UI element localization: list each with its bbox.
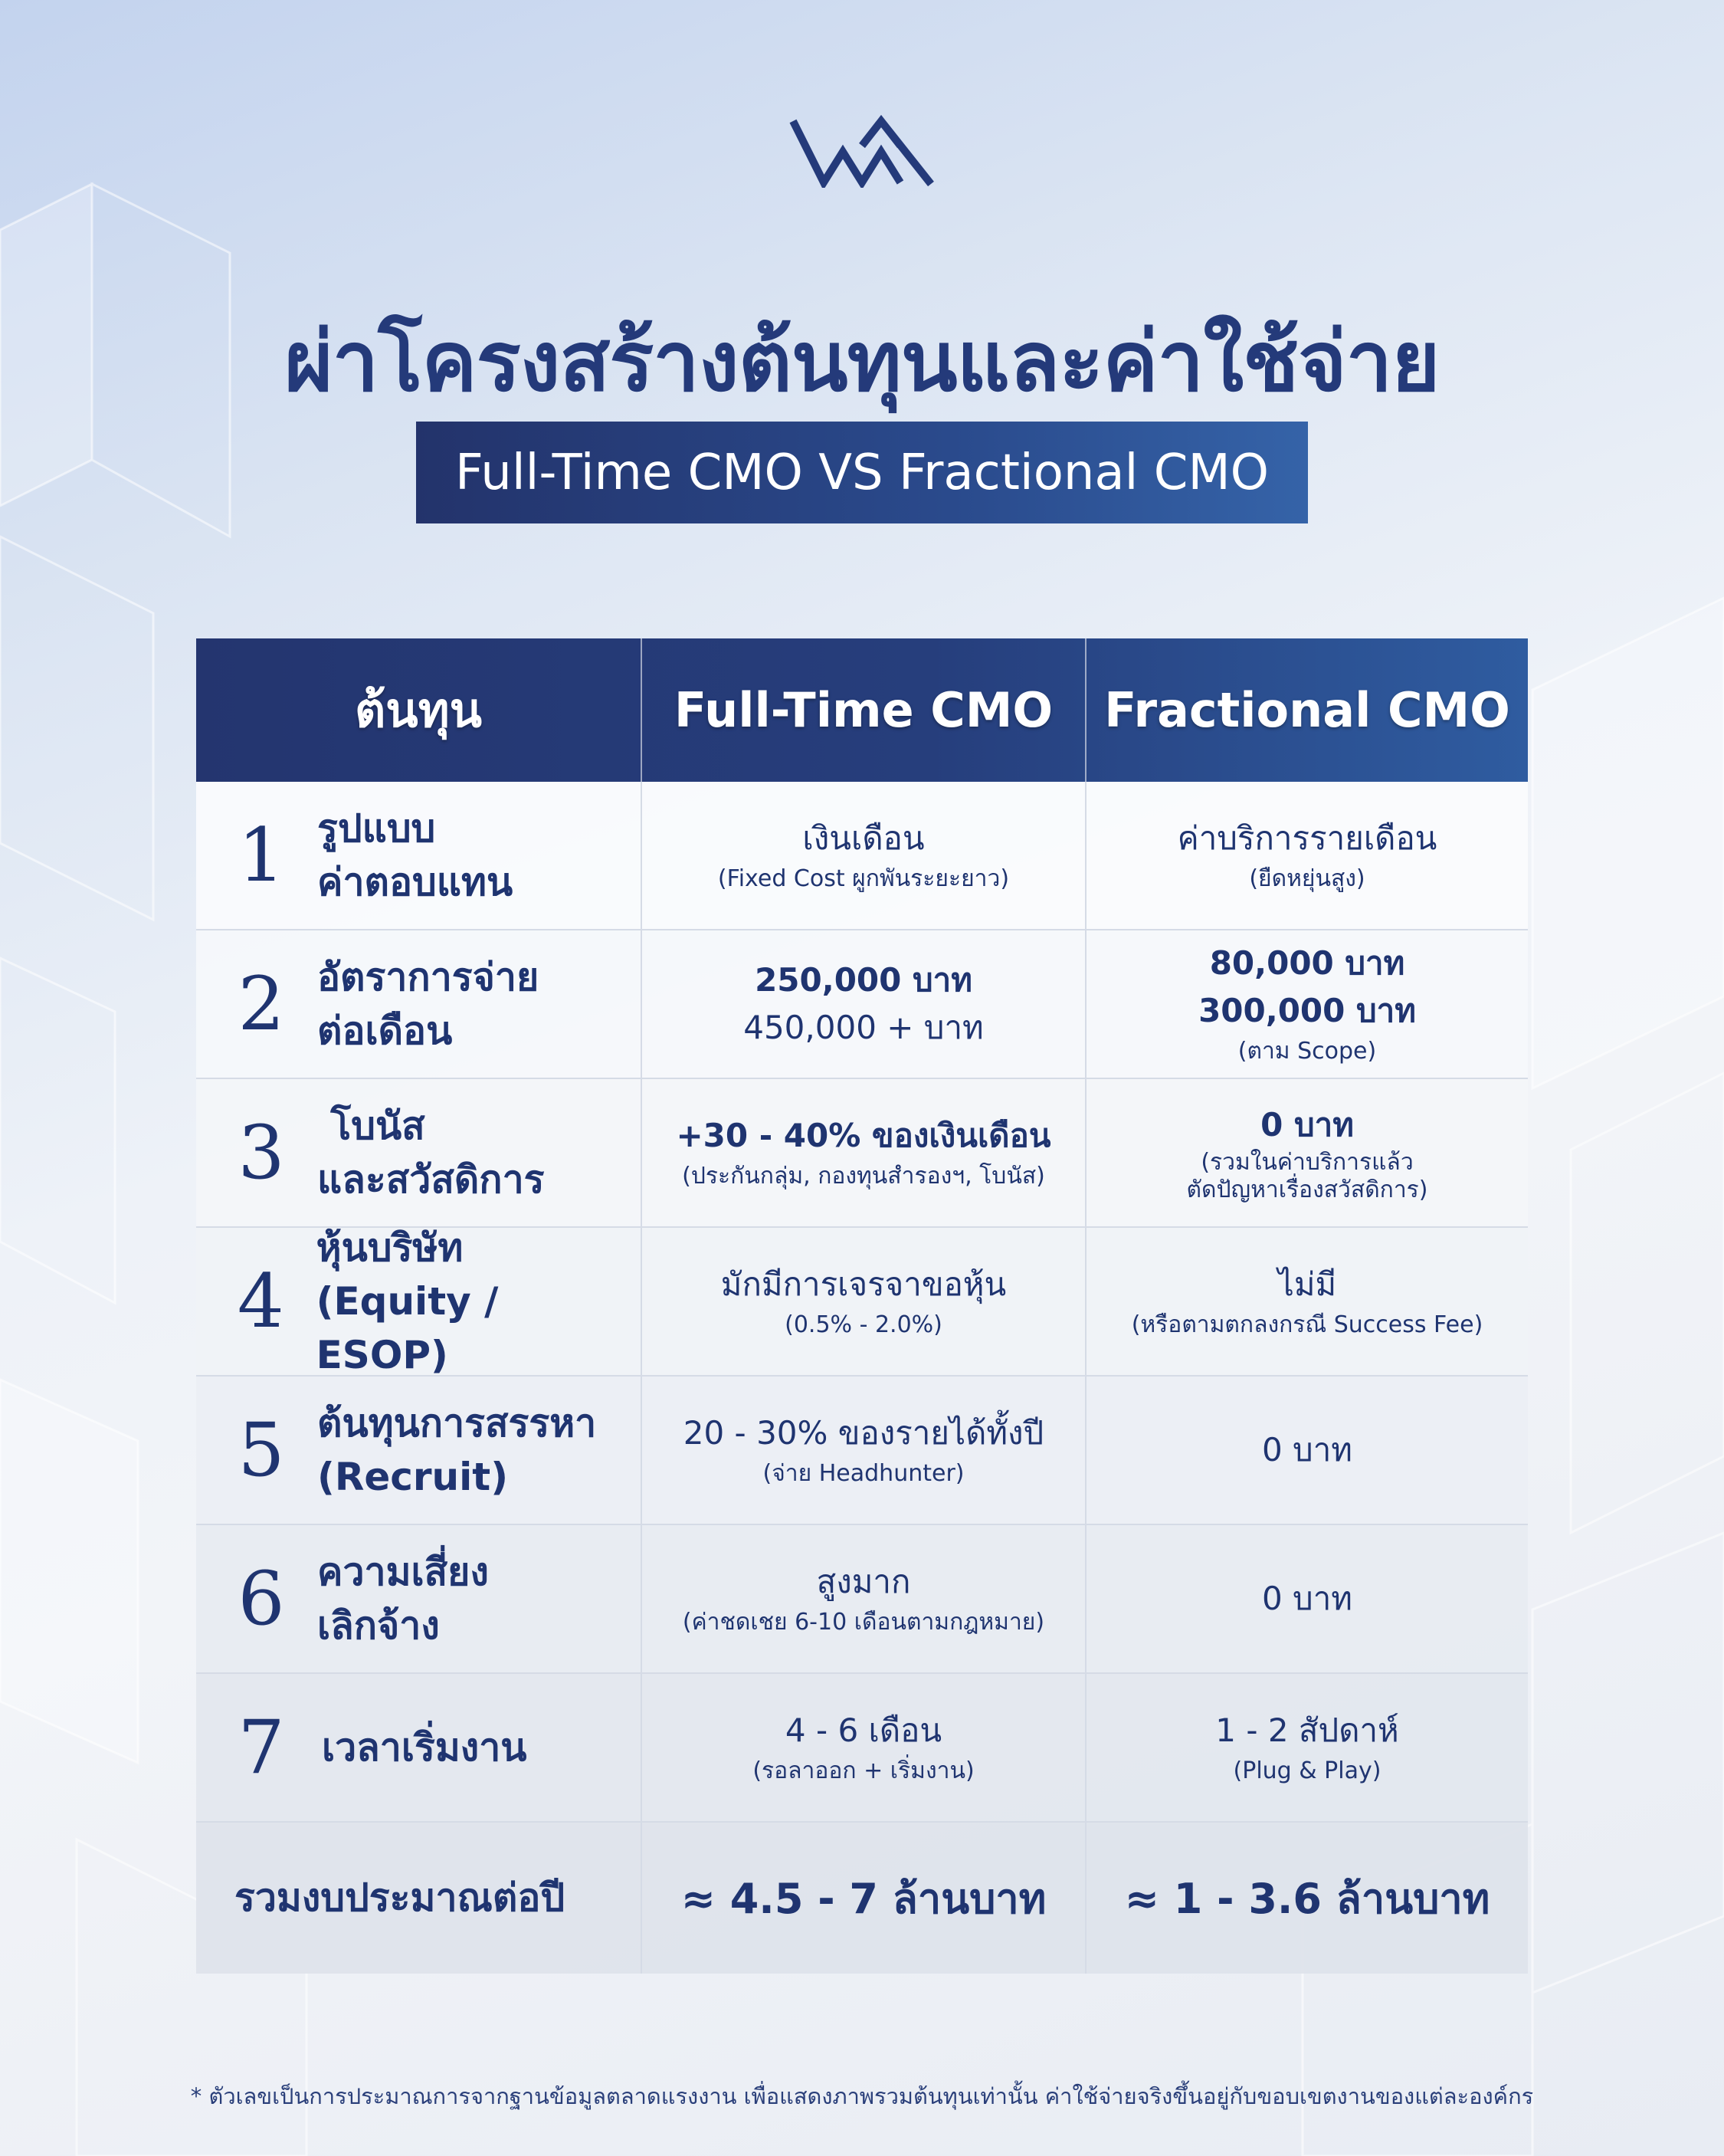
row-label-cell — [196, 1674, 642, 1821]
cell-main: 0 บาท — [1261, 1580, 1352, 1617]
cell-main: 80,000 บาท — [1209, 944, 1405, 982]
row-label: หุ้นบริษัท — [316, 1226, 464, 1270]
table-row — [196, 1377, 1528, 1525]
header-fulltime: Full-Time CMO — [642, 638, 1087, 782]
fulltime-cell — [642, 1228, 1087, 1375]
comparison-table — [196, 638, 1528, 1974]
cell-main: 450,000 + บาท — [743, 1009, 984, 1046]
cell-main: +30 - 40% ของเงินเดือน — [676, 1117, 1051, 1154]
fractional-cell — [1087, 930, 1528, 1078]
cell-main: สูงมาก — [816, 1563, 911, 1600]
row-label: ค่าตอบแทน — [317, 860, 513, 904]
cell-main: 300,000 บาท — [1198, 992, 1416, 1029]
page-title: ผ่าโครงสร้างต้นทุนและค่าใช้จ่าย — [284, 314, 1440, 410]
table-row — [196, 930, 1528, 1079]
fulltime-cell — [642, 1674, 1087, 1821]
row-label: อัตราการจ่าย — [317, 955, 539, 999]
row-number: 2 — [238, 961, 285, 1047]
fulltime-cell — [642, 1377, 1087, 1524]
fractional-cell — [1087, 1228, 1528, 1375]
table-row — [196, 1674, 1528, 1823]
cell-main: ไม่มี — [1277, 1265, 1337, 1303]
row-label: รูปแบบ — [317, 806, 436, 851]
cell-sub: (ยืดหยุ่นสูง) — [1249, 865, 1365, 892]
row-label: ความเสี่ยง — [317, 1550, 489, 1594]
cell-sub: (รวมในค่าบริการแล้ว — [1201, 1149, 1414, 1176]
cell-sub: (หรือตามตกลงกรณี Success Fee) — [1131, 1311, 1483, 1338]
total-fractional-cell — [1087, 1823, 1528, 1974]
row-label-cell — [196, 782, 642, 929]
fulltime-cell — [642, 1525, 1087, 1672]
row-label: เลิกจ้าง — [317, 1603, 440, 1648]
row-label: เวลาเริ่มงาน — [322, 1725, 527, 1770]
cell-sub: (ค่าชดเชย 6-10 เดือนตามกฎหมาย) — [682, 1609, 1045, 1636]
row-label-cell — [196, 1228, 642, 1375]
total-fractional-value: ≈ 1 - 3.6 ล้านบาท — [1124, 1874, 1490, 1923]
row-label-cell — [196, 1525, 642, 1672]
header-cost: ต้นทุน — [196, 638, 642, 782]
cell-main: 0 บาท — [1261, 1431, 1352, 1469]
total-row — [196, 1823, 1528, 1974]
cell-sub: ตัดปัญหาเรื่องสวัสดิการ) — [1186, 1176, 1428, 1203]
cell-sub: (0.5% - 2.0%) — [785, 1311, 942, 1338]
cell-main: ค่าบริการรายเดือน — [1177, 819, 1437, 857]
subtitle-banner — [416, 422, 1308, 523]
row-number: 3 — [238, 1110, 285, 1196]
cell-sub: (Plug & Play) — [1233, 1757, 1381, 1784]
table-row — [196, 1525, 1528, 1674]
row-label: ต้นทุนการสรรหา — [317, 1401, 597, 1446]
total-label: รวมงบประมาณต่อปี — [234, 1875, 565, 1920]
fractional-cell — [1087, 782, 1528, 929]
row-number: 1 — [238, 812, 285, 898]
fractional-cell — [1087, 1525, 1528, 1672]
table-row — [196, 1228, 1528, 1377]
row-label-cell — [196, 1377, 642, 1524]
row-label: และสวัสดิการ — [317, 1157, 545, 1202]
total-fulltime-value: ≈ 4.5 - 7 ล้านบาท — [680, 1874, 1047, 1923]
cell-sub: (ตาม Scope) — [1237, 1038, 1377, 1065]
fractional-cell — [1087, 1674, 1528, 1821]
row-number: 5 — [238, 1407, 285, 1493]
total-fulltime-cell — [642, 1823, 1087, 1974]
cell-main: เงินเดือน — [802, 819, 925, 857]
cell-main: 250,000 บาท — [755, 961, 972, 999]
row-label: โบนัส — [317, 1104, 425, 1148]
fulltime-cell — [642, 930, 1087, 1078]
row-number: 7 — [238, 1705, 285, 1790]
total-label-cell — [196, 1823, 642, 1974]
fractional-cell — [1087, 1079, 1528, 1226]
row-label: (Recruit) — [317, 1455, 509, 1499]
row-label-cell — [196, 930, 642, 1078]
table-row — [196, 782, 1528, 930]
cell-sub: (จ่าย Headhunter) — [762, 1460, 965, 1487]
cell-sub: (ประกันกลุ่ม, กองทุนสำรองฯ, โบนัส) — [682, 1163, 1045, 1190]
cell-main: 0 บาท — [1260, 1106, 1354, 1144]
footnote: * ตัวเลขเป็นการประมาณการจากฐานข้อมูลตลาดแรงงาน เพื่อแสดงภาพรวมต้นทุนเท่านั้น ค่าใช้จ่ายจริงขึ้นอยู่กับขอบเขตงานของแต่ละองค์กร — [190, 2083, 1534, 2109]
table-row — [196, 1079, 1528, 1228]
row-label-cell — [196, 1079, 642, 1226]
row-label: (Equity / ESOP) — [316, 1279, 499, 1377]
cell-main: 4 - 6 เดือน — [785, 1711, 942, 1749]
cell-main: 1 - 2 สัปดาห์ — [1215, 1711, 1399, 1749]
fulltime-cell — [642, 782, 1087, 929]
row-number: 4 — [237, 1258, 284, 1344]
header-fractional: Fractional CMO — [1104, 682, 1510, 738]
table-header — [196, 638, 1528, 782]
cell-sub: (Fixed Cost ผูกพันระยะยาว) — [717, 865, 1010, 892]
fractional-cell — [1087, 1377, 1528, 1524]
cell-main: มักมีการเจรจาขอหุ้น — [720, 1265, 1007, 1303]
company-logo — [789, 115, 935, 188]
fulltime-cell — [642, 1079, 1087, 1226]
row-number: 6 — [238, 1556, 285, 1642]
subtitle: Full-Time CMO VS Fractional CMO — [454, 444, 1270, 501]
cell-main: 20 - 30% ของรายได้ทั้งปี — [683, 1414, 1044, 1452]
cell-sub: (รอลาออก + เริ่มงาน) — [752, 1757, 975, 1784]
row-label: ต่อเดือน — [317, 1009, 453, 1053]
